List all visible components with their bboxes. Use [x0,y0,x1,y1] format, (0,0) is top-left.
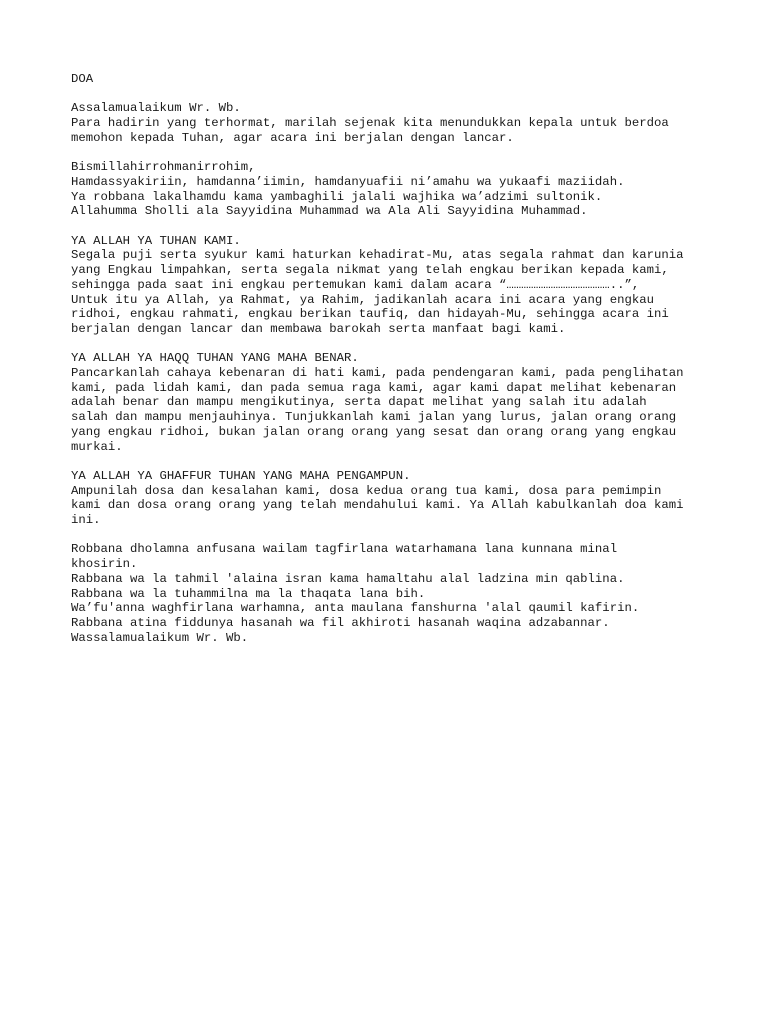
text-line: Wa’fu'anna waghfirlana warhamna, anta maulana fanshurna 'alal qaumil kafirin. [71,601,640,616]
text-line: Ya robbana lakalhamdu kama yambaghili jalali wajhika wa’adzimi sultonik. [71,189,603,204]
text-line: Rabbana wa la tuhammilna ma la thaqata lana bih. [71,586,426,601]
section-heading: YA ALLAH YA HAQQ TUHAN YANG MAHA BENAR. [71,351,359,366]
text-line: Pancarkanlah cahaya kebenaran di hati kami, pada pendengaran kami, pada penglihatan [71,366,684,380]
text-line: ridhoi, engkau rahmati, engkau berikan taufiq, dan hidayah-Mu, sehingga acara ini [71,307,669,322]
paragraph-maha-pengampun [71,469,731,528]
section-heading: YA ALLAH YA GHAFFUR TUHAN YANG MAHA PENGAMPUN. [71,468,411,483]
text-line: sehingga pada saat ini engkau pertemukan kami dalam acara “……………………………………..”, [71,277,640,292]
text-line: Ampunilah dosa dan kesalahan kami, dosa kedua orang tua kami, dosa para pemimpin [71,483,662,498]
text-line: ini. [71,513,101,528]
paragraph-spacer [71,528,731,543]
document-title: DOA [71,72,94,86]
paragraph-spacer [71,87,731,102]
paragraph-tuhan-kami [71,234,731,337]
text-line: Allahumma Sholli ala Sayyidina Muhammad wa Ala Ali Sayyidina Muhammad. [71,204,588,219]
text-line: Rabbana atina fiddunya hasanah wa fil akhiroti hasanah waqina adzabannar. [71,615,610,630]
paragraph-spacer [71,337,731,352]
text-line: murkai. [71,439,123,454]
paragraph-spacer [71,146,731,161]
text-line: kami, pada lidah kami, dan pada semua raga kami, agar kami dapat melihat kebenaran [71,380,677,395]
text-line: yang Engkau limpahkan, serta segala nikmat yang telah engkau berikan kepada kami, [71,263,669,278]
document-page [71,72,731,645]
text-line: yang engkau ridhoi, bukan jalan orang orang yang sesat dan orang orang yang engkau [71,424,677,439]
text-line: Rabbana wa la tahmil 'alaina isran kama hamaltahu alal ladzina min qablina. [71,571,625,586]
text-line: khosirin. [71,557,138,572]
paragraph-spacer [71,219,731,234]
text-line: memohon kepada Tuhan, agar acara ini berjalan dengan lancar. [71,130,514,145]
text-line: Hamdassyakiriin, hamdanna’iimin, hamdanyuafii ni’amahu wa yukaafi maziidah. [71,174,625,189]
text-line: Wassalamualaikum Wr. Wb. [71,630,249,645]
text-line: berjalan dengan lancar dan membawa barokah serta manfaat bagi kami. [71,321,566,336]
text-line: Untuk itu ya Allah, ya Rahmat, ya Rahim, jadikanlah acara ini acara yang engkau [71,292,654,307]
text-line: salah dan mampu menjauhinya. Tunjukkanlah kami jalan yang lurus, jalan orang orang [71,410,677,425]
text-line: kami dan dosa orang orang yang telah mendahului kami. Ya Allah kabulkanlah doa kami [71,498,684,513]
paragraph-opening [71,101,731,145]
text-line: adalah benar dan mampu mengikutinya, serta dapat melihat yang salah itu adalah [71,395,647,410]
text-line: Para hadirin yang terhormat, marilah sejenak kita menundukkan kepala untuk berdoa [71,116,669,131]
paragraph-spacer [71,454,731,469]
section-heading: YA ALLAH YA TUHAN KAMI. [71,233,241,248]
text-line: Robbana dholamna anfusana wailam tagfirlana watarhamana lana kunnana minal [71,542,618,557]
text-line: Assalamualaikum Wr. Wb. [71,101,241,116]
text-line: Bismillahirrohmanirrohim, [71,160,256,175]
paragraph-maha-benar [71,351,731,454]
text-line: Segala puji serta syukur kami haturkan kehadirat-Mu, atas segala rahmat dan karunia [71,248,684,263]
paragraph-bismillah [71,160,731,219]
paragraph-closing [71,542,731,645]
